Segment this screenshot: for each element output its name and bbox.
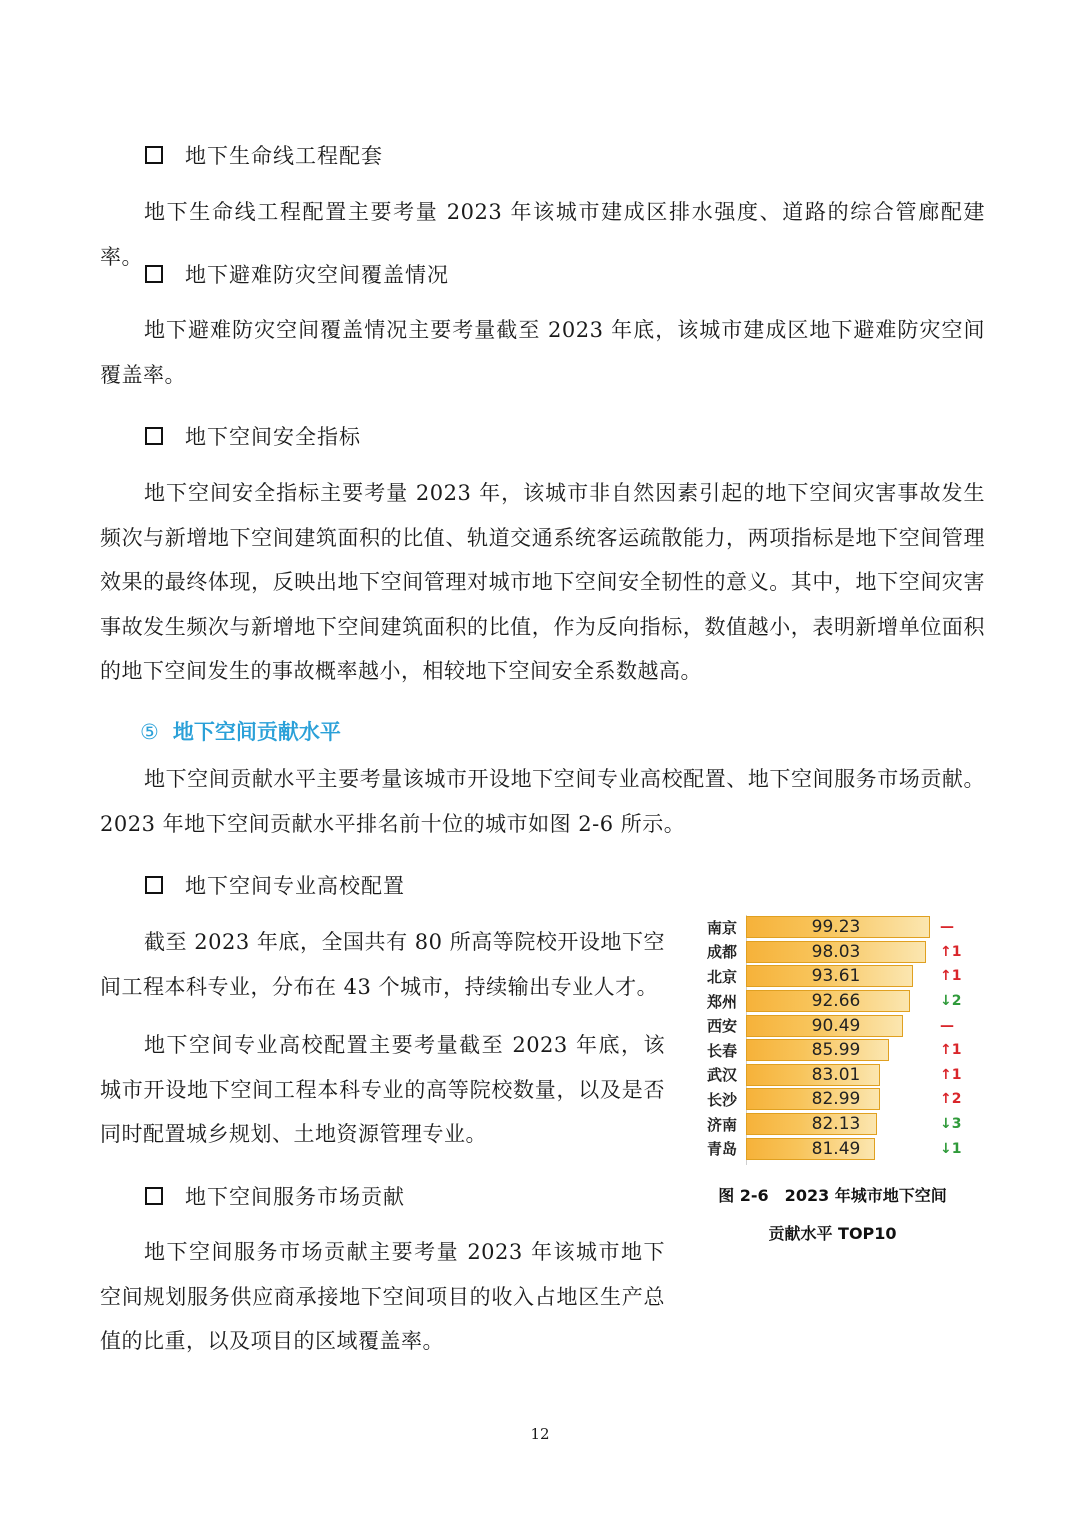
paragraph-universities-1: 截至 2023 年底，全国共有 80 所高等院校开设地下空间工程本科专业，分布在 43 个城市，持续输出专业人才。 [100,930,665,999]
chart-rank-change: — [940,919,954,936]
chart-row [700,1038,970,1063]
bar-chart-top10 [700,915,970,1165]
chart-value-label: 98.03 [811,941,861,962]
chart-value-label: 85.99 [811,1040,861,1061]
heading-text: 地下空间安全指标 [185,425,361,449]
figure-caption-line2: 贡献水平 TOP10 [768,1224,897,1243]
chart-category-label: 青岛 [706,1140,737,1159]
paragraph-contribution: 地下空间贡献水平主要考量该城市开设地下空间专业高校配置、地下空间服务市场贡献。2023 年地下空间贡献水平排名前十位的城市如图 2-6 所示。 [100,767,985,836]
chart-rank-change: ↓2 [940,993,962,1010]
chart-rank-change: ↑1 [940,1066,962,1083]
chart-bar-track [746,990,932,1012]
section-number: ⑤ [140,720,159,744]
heading-shelter [145,259,449,289]
chart-row [700,1136,970,1161]
chart-bar-track [746,1015,932,1037]
checkbox-icon [145,146,163,164]
chart-category-label: 北京 [706,967,737,986]
heading-safety [145,421,361,451]
heading-universities [145,870,405,900]
paragraph-universities-2: 地下空间专业高校配置主要考量截至 2023 年底，该城市开设地下空间工程本科专业的高等院校数量，以及是否同时配置城乡规划、土地资源管理专业。 [100,1033,665,1146]
checkbox-icon [145,265,163,283]
section-heading-contribution [140,716,341,746]
heading-text: 地下生命线工程配套 [185,144,383,168]
chart-bar-track [746,1064,932,1086]
chart-category-label: 济南 [706,1115,737,1134]
chart-row [700,940,970,965]
chart-value-label: 90.49 [811,1015,861,1036]
chart-rank-change: ↑1 [940,968,962,985]
paragraph-safety: 地下空间安全指标主要考量 2023 年，该城市非自然因素引起的地下空间灾害事故发生频次与新增地下空间建筑面积的比值、轨道交通系统客运疏散能力，两项指标是地下空间管理效果的最终体现，反映出地下空间管理对城市地下空间安全韧性的意义。其中，地下空间灾害事故发生频次与新增地下空间建筑面积的比值，作为反向指标，数值越小，表明新增单位面积的地下空间发生的事故概率越小，相较地下空间安全系数越高。 [100,481,985,683]
chart-value-label: 82.99 [811,1089,861,1110]
chart-category-label: 成都 [706,943,737,962]
chart-category-label: 南京 [706,918,737,937]
chart-row [700,989,970,1014]
chart-rank-change: ↑2 [940,1091,962,1108]
chart-bar-track [746,1113,932,1135]
heading-text: 地下空间专业高校配置 [185,874,405,898]
paragraph-market: 地下空间服务市场贡献主要考量 2023 年该城市地下空间规划服务供应商承接地下空间项目的收入占地区生产总值的比重，以及项目的区域覆盖率。 [100,1240,665,1353]
chart-row [700,1087,970,1112]
chart-row [700,1013,970,1038]
heading-text: 地下避难防灾空间覆盖情况 [185,263,449,287]
chart-rank-change: — [940,1017,954,1034]
checkbox-icon [145,1187,163,1205]
chart-value-label: 81.49 [811,1138,861,1159]
chart-bar-track [746,965,932,987]
chart-category-label: 西安 [706,1017,737,1036]
chart-value-label: 83.01 [811,1064,861,1085]
heading-lifeline [145,140,383,170]
chart-category-label: 武汉 [706,1066,737,1085]
chart-bar-track [746,1138,932,1160]
chart-row [700,1112,970,1137]
chart-bar-track [746,916,932,938]
chart-rank-change: ↓3 [940,1116,962,1133]
chart-value-label: 92.66 [811,991,861,1012]
chart-bar-track [746,941,932,963]
chart-category-label: 郑州 [706,992,737,1011]
figure-caption-line1: 图 2-6 2023 年城市地下空间 [718,1186,947,1205]
section-title: 地下空间贡献水平 [172,720,341,744]
checkbox-icon [145,427,163,445]
chart-value-label: 82.13 [811,1114,861,1135]
heading-text: 地下空间服务市场贡献 [185,1185,405,1209]
chart-row [700,1063,970,1088]
heading-market [145,1181,405,1211]
chart-bar-track [746,1088,932,1110]
paragraph-lifeline: 地下生命线工程配置主要考量 2023 年该城市建成区排水强度、道路的综合管廊配建率。 [100,200,985,269]
chart-row [700,964,970,989]
checkbox-icon [145,876,163,894]
chart-category-label: 长春 [706,1041,737,1060]
chart-rank-change: ↑1 [940,1042,962,1059]
page-number: 12 [530,1425,550,1443]
chart-bar-track [746,1039,932,1061]
chart-category-label: 长沙 [706,1090,737,1109]
paragraph-shelter: 地下避难防灾空间覆盖情况主要考量截至 2023 年底，该城市建成区地下避难防灾空间覆盖率。 [100,318,985,387]
chart-value-label: 99.23 [811,917,861,938]
chart-row [700,915,970,940]
chart-rank-change: ↑1 [940,943,962,960]
chart-value-label: 93.61 [811,966,861,987]
chart-rank-change: ↓1 [940,1140,962,1157]
